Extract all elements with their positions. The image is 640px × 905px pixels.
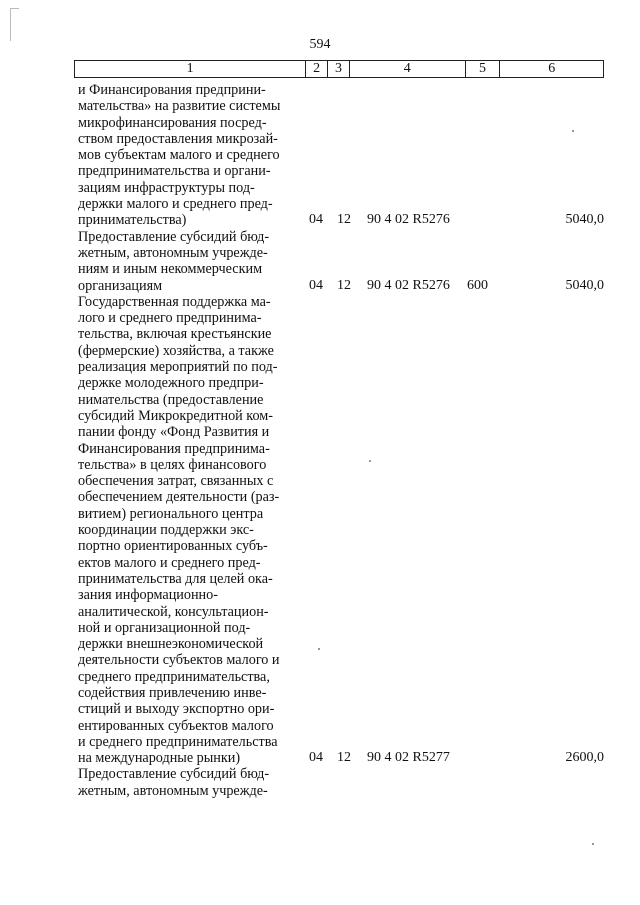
row-subsection: 12 xyxy=(337,212,351,228)
row-description: и Финансирования предприни- мательства» на развитие системы микрофинансирования посред- ством предоставления микрозай- мов субъектам малого и среднего предпринимательства и органи- зациям инфраструктуры под- держки малого и среднего пред- принимательства) xyxy=(78,82,281,229)
page-number: 594 xyxy=(309,37,331,52)
row-description: Предоставление субсидий бюд- жетным, автономным учрежде- ниям и иным некоммерческим организациям xyxy=(78,228,270,294)
row-amount: 5040,0 xyxy=(565,277,604,293)
table-row xyxy=(0,82,640,229)
row-subsection: 12 xyxy=(337,277,351,293)
scan-speck xyxy=(318,648,320,650)
table-row xyxy=(0,766,640,799)
table-header xyxy=(74,60,604,78)
row-target-code: 90 4 02 R5276 xyxy=(367,277,450,293)
row-subsection: 12 xyxy=(337,750,351,766)
row-amount: 2600,0 xyxy=(565,750,604,766)
row-description: Предоставление субсидий бюд- жетным, автономным учрежде- xyxy=(78,766,270,799)
header-col-1: 1 xyxy=(186,61,194,76)
row-section: 04 xyxy=(309,750,323,766)
row-amount: 5040,0 xyxy=(565,212,604,228)
row-expense-type: 600 xyxy=(467,277,488,293)
table-body xyxy=(0,82,640,799)
row-section: 04 xyxy=(309,277,323,293)
row-target-code: 90 4 02 R5276 xyxy=(367,212,450,228)
row-target-code: 90 4 02 R5277 xyxy=(367,750,450,766)
table-row xyxy=(0,229,640,294)
header-col-4: 4 xyxy=(349,61,465,77)
row-description: Государственная поддержка ма- лого и среднего предпринима- тельства, включая крестьянские (фермерские) хозяйства, а также реализация мероприятий по под- держке молодежного предпри- нимательства (предоставление субсидий Микрокредитной ком- пании фонду «Фонд Развития и Финансирования предпринима- тельства» в целях финансового обеспечения затрат, связанных с обеспечением деятельности (раз- витием) регионального центра координации поддержки экс- портно ориентированных субъ- ектов малого и среднего пред- принимательства для целей ока- зания информационно- аналитической, консультацион- ной и организационной под- держки внешнеэкономической деятельности субъектов малого и среднего предпринимательства, содействия привлечению инве- стиций и выходу экспортно ори- ентированных субъектов малого и среднего предпринимательства на международные рынки) xyxy=(78,293,280,767)
header-col-6: 6 xyxy=(499,61,603,77)
header-col-2: 2 xyxy=(305,61,327,77)
scan-speck xyxy=(369,460,371,462)
table-row xyxy=(0,294,640,767)
header-col-3: 3 xyxy=(327,61,349,77)
row-section: 04 xyxy=(309,212,323,228)
scan-speck xyxy=(592,843,594,845)
scan-speck xyxy=(572,130,574,132)
header-col-5: 5 xyxy=(465,61,500,77)
